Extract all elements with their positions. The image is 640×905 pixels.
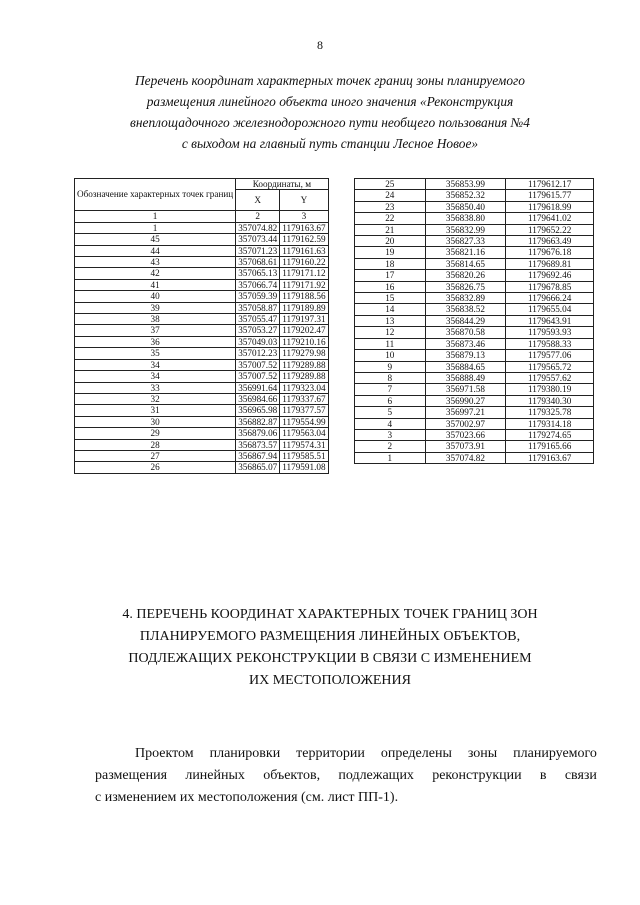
- table-row: [75, 279, 329, 290]
- y-coordinate-cell: 1179289.88: [280, 371, 328, 382]
- point-id-cell: 21: [355, 224, 426, 235]
- x-coordinate-cell: 356844.29: [425, 315, 506, 326]
- y-coordinate-cell: 1179171.12: [280, 268, 328, 279]
- point-id-cell: 24: [355, 190, 426, 201]
- y-coordinate-cell: 1179163.67: [506, 452, 594, 463]
- x-coordinate-cell: 356832.99: [425, 224, 506, 235]
- y-coordinate-cell: 1179165.66: [506, 441, 594, 452]
- coordinates-heading: [60, 70, 600, 154]
- point-id-cell: 20: [355, 236, 426, 247]
- y-coordinate-cell: 1179618.99: [506, 201, 594, 212]
- point-id-cell: 37: [75, 325, 236, 336]
- paragraph-line: [95, 743, 597, 765]
- column-number: 2: [236, 211, 280, 222]
- point-id-cell: 27: [75, 450, 236, 461]
- y-coordinate-cell: 1179655.04: [506, 304, 594, 315]
- y-coordinate-cell: 1179188.56: [280, 291, 328, 302]
- table-row: [75, 336, 329, 347]
- table-row: [355, 452, 594, 463]
- table-row: [355, 213, 594, 224]
- x-coordinate-cell: 356850.40: [425, 201, 506, 212]
- paragraph-word: планируемого: [513, 746, 597, 761]
- x-coordinate-cell: 356838.80: [425, 213, 506, 224]
- coordinates-table-right: [354, 178, 594, 464]
- point-id-cell: 14: [355, 304, 426, 315]
- table-row: [355, 407, 594, 418]
- table-row: [75, 416, 329, 427]
- x-coordinate-cell: 357074.82: [236, 222, 280, 233]
- table-row: [355, 179, 594, 190]
- table-row: [355, 281, 594, 292]
- x-coordinate-cell: 357049.03: [236, 336, 280, 347]
- table-row: [355, 293, 594, 304]
- y-coordinate-cell: 1179325.78: [506, 407, 594, 418]
- y-coordinate-cell: 1179663.49: [506, 236, 594, 247]
- table-row: [75, 405, 329, 416]
- point-id-cell: 31: [75, 405, 236, 416]
- point-id-cell: 16: [355, 281, 426, 292]
- y-coordinate-cell: 1179588.33: [506, 338, 594, 349]
- y-coordinate-cell: 1179585.51: [280, 450, 328, 461]
- y-coordinate-cell: 1179692.46: [506, 270, 594, 281]
- table-row: [75, 268, 329, 279]
- table-row: [75, 302, 329, 313]
- y-coordinate-cell: 1179678.85: [506, 281, 594, 292]
- section-title-line: 4. ПЕРЕЧЕНЬ КООРДИНАТ ХАРАКТЕРНЫХ ТОЧЕК ГРАНИЦ ЗОН: [122, 607, 538, 622]
- x-coordinate-cell: 356853.99: [425, 179, 506, 190]
- x-coordinate-cell: 356820.26: [425, 270, 506, 281]
- y-coordinate-cell: 1179161.63: [280, 245, 328, 256]
- y-coordinate-cell: 1179574.31: [280, 439, 328, 450]
- table-row: [75, 234, 329, 245]
- heading-line: размещения линейного объекта иного значения «Реконструкция: [146, 94, 514, 109]
- x-coordinate-cell: 356984.66: [236, 393, 280, 404]
- paragraph-word: размещения: [95, 768, 168, 783]
- table-row: [75, 257, 329, 268]
- coordinates-table-left: [74, 178, 329, 474]
- paragraph-word: объектов,: [263, 768, 321, 783]
- x-coordinate-cell: 356997.21: [425, 407, 506, 418]
- x-coordinate-cell: 356852.32: [425, 190, 506, 201]
- table-row: [355, 361, 594, 372]
- y-coordinate-cell: 1179612.17: [506, 179, 594, 190]
- table-row: [355, 270, 594, 281]
- x-coordinate-cell: 356838.52: [425, 304, 506, 315]
- x-coordinate-cell: 356990.27: [425, 395, 506, 406]
- y-coordinate-cell: 1179615.77: [506, 190, 594, 201]
- table-row: [75, 428, 329, 439]
- table-row: [355, 247, 594, 258]
- point-id-cell: 38: [75, 314, 236, 325]
- paragraph-word: зоны: [467, 746, 498, 761]
- point-id-cell: 40: [75, 291, 236, 302]
- point-id-cell: 19: [355, 247, 426, 258]
- x-coordinate-cell: 356827.33: [425, 236, 506, 247]
- x-coordinate-cell: 357007.52: [236, 371, 280, 382]
- y-coordinate-cell: 1179666.24: [506, 293, 594, 304]
- x-header: X: [236, 190, 280, 211]
- y-coordinate-cell: 1179323.04: [280, 382, 328, 393]
- y-coordinate-cell: 1179162.59: [280, 234, 328, 245]
- y-coordinate-cell: 1179652.22: [506, 224, 594, 235]
- y-coordinate-cell: 1179289.88: [280, 359, 328, 370]
- y-coordinate-cell: 1179160.22: [280, 257, 328, 268]
- table-row: [355, 258, 594, 269]
- y-coordinate-cell: 1179557.62: [506, 372, 594, 383]
- point-id-cell: 43: [75, 257, 236, 268]
- table-row: [355, 338, 594, 349]
- heading-line: Перечень координат характерных точек границ зоны планируемого: [135, 73, 525, 88]
- x-coordinate-cell: 356814.65: [425, 258, 506, 269]
- point-id-cell: 12: [355, 327, 426, 338]
- x-coordinate-cell: 357065.13: [236, 268, 280, 279]
- x-coordinate-cell: 357002.97: [425, 418, 506, 429]
- table-row: [75, 222, 329, 233]
- x-coordinate-cell: 357071.23: [236, 245, 280, 256]
- point-id-cell: 33: [75, 382, 236, 393]
- table-row: [355, 384, 594, 395]
- point-id-cell: 4: [355, 418, 426, 429]
- paragraph-word: линейных: [185, 768, 245, 783]
- x-coordinate-cell: 356832.89: [425, 293, 506, 304]
- point-id-cell: 30: [75, 416, 236, 427]
- point-id-cell: 6: [355, 395, 426, 406]
- point-id-cell: 23: [355, 201, 426, 212]
- point-id-cell: 35: [75, 348, 236, 359]
- x-coordinate-cell: 356879.13: [425, 350, 506, 361]
- coords-header: Координаты, м: [236, 179, 328, 190]
- x-coordinate-cell: 356879.06: [236, 428, 280, 439]
- point-id-cell: 34: [75, 371, 236, 382]
- table-row: [355, 418, 594, 429]
- table-row: [75, 314, 329, 325]
- table-row: [75, 348, 329, 359]
- y-coordinate-cell: 1179197.31: [280, 314, 328, 325]
- table-row: [75, 371, 329, 382]
- paragraph-word: территории: [296, 746, 365, 761]
- column-number: 3: [280, 211, 328, 222]
- point-id-cell: 13: [355, 315, 426, 326]
- y-coordinate-cell: 1179643.91: [506, 315, 594, 326]
- x-coordinate-cell: 357059.39: [236, 291, 280, 302]
- x-coordinate-cell: 357023.66: [425, 429, 506, 440]
- table-row: [355, 236, 594, 247]
- table-row: [75, 462, 329, 473]
- table-row: [75, 439, 329, 450]
- point-id-cell: 15: [355, 293, 426, 304]
- x-coordinate-cell: 357066.74: [236, 279, 280, 290]
- point-id-cell: 1: [75, 222, 236, 233]
- point-id-cell: 36: [75, 336, 236, 347]
- x-coordinate-cell: 356873.46: [425, 338, 506, 349]
- table-row: [355, 224, 594, 235]
- y-coordinate-cell: 1179577.06: [506, 350, 594, 361]
- x-coordinate-cell: 357068.61: [236, 257, 280, 268]
- section-title-line: ПОДЛЕЖАЩИХ РЕКОНСТРУКЦИИ В СВЯЗИ С ИЗМЕНЕНИЕМ: [128, 651, 532, 666]
- point-id-cell: 32: [75, 393, 236, 404]
- y-coordinate-cell: 1179279.98: [280, 348, 328, 359]
- paragraph-word: планировки: [209, 746, 281, 761]
- paragraph-word: связи: [564, 768, 597, 783]
- page-number: 8: [317, 38, 323, 52]
- y-coordinate-cell: 1179202.47: [280, 325, 328, 336]
- x-coordinate-cell: 356991.64: [236, 382, 280, 393]
- x-coordinate-cell: 357053.27: [236, 325, 280, 336]
- x-coordinate-cell: 357007.52: [236, 359, 280, 370]
- point-label-header: Обозначение характерных точек границ: [75, 179, 236, 211]
- table-row: [355, 190, 594, 201]
- point-id-cell: 8: [355, 372, 426, 383]
- section-title-line: ИХ МЕСТОПОЛОЖЕНИЯ: [249, 673, 411, 688]
- y-coordinate-cell: 1179377.57: [280, 405, 328, 416]
- table-row: [355, 372, 594, 383]
- x-coordinate-cell: 356884.65: [425, 361, 506, 372]
- y-coordinate-cell: 1179563.04: [280, 428, 328, 439]
- y-coordinate-cell: 1179210.16: [280, 336, 328, 347]
- table-row: [355, 441, 594, 452]
- y-coordinate-cell: 1179676.18: [506, 247, 594, 258]
- point-id-cell: 22: [355, 213, 426, 224]
- y-coordinate-cell: 1179171.92: [280, 279, 328, 290]
- point-id-cell: 25: [355, 179, 426, 190]
- point-id-cell: 44: [75, 245, 236, 256]
- paragraph-word: реконструкции: [432, 768, 522, 783]
- table-row: [75, 450, 329, 461]
- table-row: [355, 350, 594, 361]
- x-coordinate-cell: 357012.23: [236, 348, 280, 359]
- y-coordinate-cell: 1179340.30: [506, 395, 594, 406]
- point-id-cell: 34: [75, 359, 236, 370]
- point-id-cell: 10: [355, 350, 426, 361]
- point-id-cell: 5: [355, 407, 426, 418]
- point-id-cell: 1: [355, 452, 426, 463]
- x-coordinate-cell: 356867.94: [236, 450, 280, 461]
- table-row: [355, 315, 594, 326]
- heading-line: внеплощадочного железнодорожного пути необщего пользования №4: [130, 115, 530, 130]
- table-row: [355, 327, 594, 338]
- point-id-cell: 28: [75, 439, 236, 450]
- column-number: 1: [75, 211, 236, 222]
- table-row: [355, 201, 594, 212]
- y-coordinate-cell: 1179591.08: [280, 462, 328, 473]
- table-row: [75, 382, 329, 393]
- section-title-line: ПЛАНИРУЕМОГО РАЗМЕЩЕНИЯ ЛИНЕЙНЫХ ОБЪЕКТОВ,: [139, 629, 521, 644]
- x-coordinate-cell: 357073.44: [236, 234, 280, 245]
- point-id-cell: 3: [355, 429, 426, 440]
- y-coordinate-cell: 1179689.81: [506, 258, 594, 269]
- point-id-cell: 2: [355, 441, 426, 452]
- y-coordinate-cell: 1179163.67: [280, 222, 328, 233]
- point-id-cell: 18: [355, 258, 426, 269]
- table-row: [355, 304, 594, 315]
- table-row: [75, 359, 329, 370]
- point-id-cell: 7: [355, 384, 426, 395]
- table-row: [75, 325, 329, 336]
- table-row: [355, 395, 594, 406]
- table-row: [75, 291, 329, 302]
- y-coordinate-cell: 1179593.93: [506, 327, 594, 338]
- point-id-cell: 29: [75, 428, 236, 439]
- y-coordinate-cell: 1179337.67: [280, 393, 328, 404]
- column-number-row: [75, 211, 329, 222]
- x-coordinate-cell: 356826.75: [425, 281, 506, 292]
- heading-line: с выходом на главный путь станции Лесное Новое»: [181, 136, 479, 151]
- table-row: [75, 245, 329, 256]
- x-coordinate-cell: 356873.57: [236, 439, 280, 450]
- point-id-cell: 11: [355, 338, 426, 349]
- x-coordinate-cell: 356870.58: [425, 327, 506, 338]
- section-title: [60, 604, 600, 692]
- point-id-cell: 26: [75, 462, 236, 473]
- y-coordinate-cell: 1179565.72: [506, 361, 594, 372]
- point-id-cell: 9: [355, 361, 426, 372]
- x-coordinate-cell: 356965.98: [236, 405, 280, 416]
- paragraph-word: определены: [380, 746, 452, 761]
- x-coordinate-cell: 356971.58: [425, 384, 506, 395]
- paragraph-word: в: [539, 768, 547, 783]
- x-coordinate-cell: 357055.47: [236, 314, 280, 325]
- x-coordinate-cell: 356882.87: [236, 416, 280, 427]
- x-coordinate-cell: 357074.82: [425, 452, 506, 463]
- point-id-cell: 39: [75, 302, 236, 313]
- y-coordinate-cell: 1179554.99: [280, 416, 328, 427]
- point-id-cell: 42: [75, 268, 236, 279]
- table-row: [355, 429, 594, 440]
- y-coordinate-cell: 1179380.19: [506, 384, 594, 395]
- table-header-row: [75, 179, 329, 190]
- point-id-cell: 45: [75, 234, 236, 245]
- x-coordinate-cell: 356865.07: [236, 462, 280, 473]
- paragraph-line: [95, 765, 597, 787]
- y-coordinate-cell: 1179641.02: [506, 213, 594, 224]
- y-header: Y: [280, 190, 328, 211]
- paragraph-word: Проектом: [135, 746, 194, 761]
- point-id-cell: 41: [75, 279, 236, 290]
- y-coordinate-cell: 1179314.18: [506, 418, 594, 429]
- y-coordinate-cell: 1179274.65: [506, 429, 594, 440]
- point-id-cell: 17: [355, 270, 426, 281]
- x-coordinate-cell: 357058.87: [236, 302, 280, 313]
- y-coordinate-cell: 1179189.89: [280, 302, 328, 313]
- body-paragraph: [95, 743, 597, 809]
- paragraph-line: с изменением их местоположения (см. лист ПП-1).: [95, 790, 399, 805]
- x-coordinate-cell: 356888.49: [425, 372, 506, 383]
- paragraph-word: подлежащих: [338, 768, 414, 783]
- table-row: [75, 393, 329, 404]
- x-coordinate-cell: 356821.16: [425, 247, 506, 258]
- x-coordinate-cell: 357073.91: [425, 441, 506, 452]
